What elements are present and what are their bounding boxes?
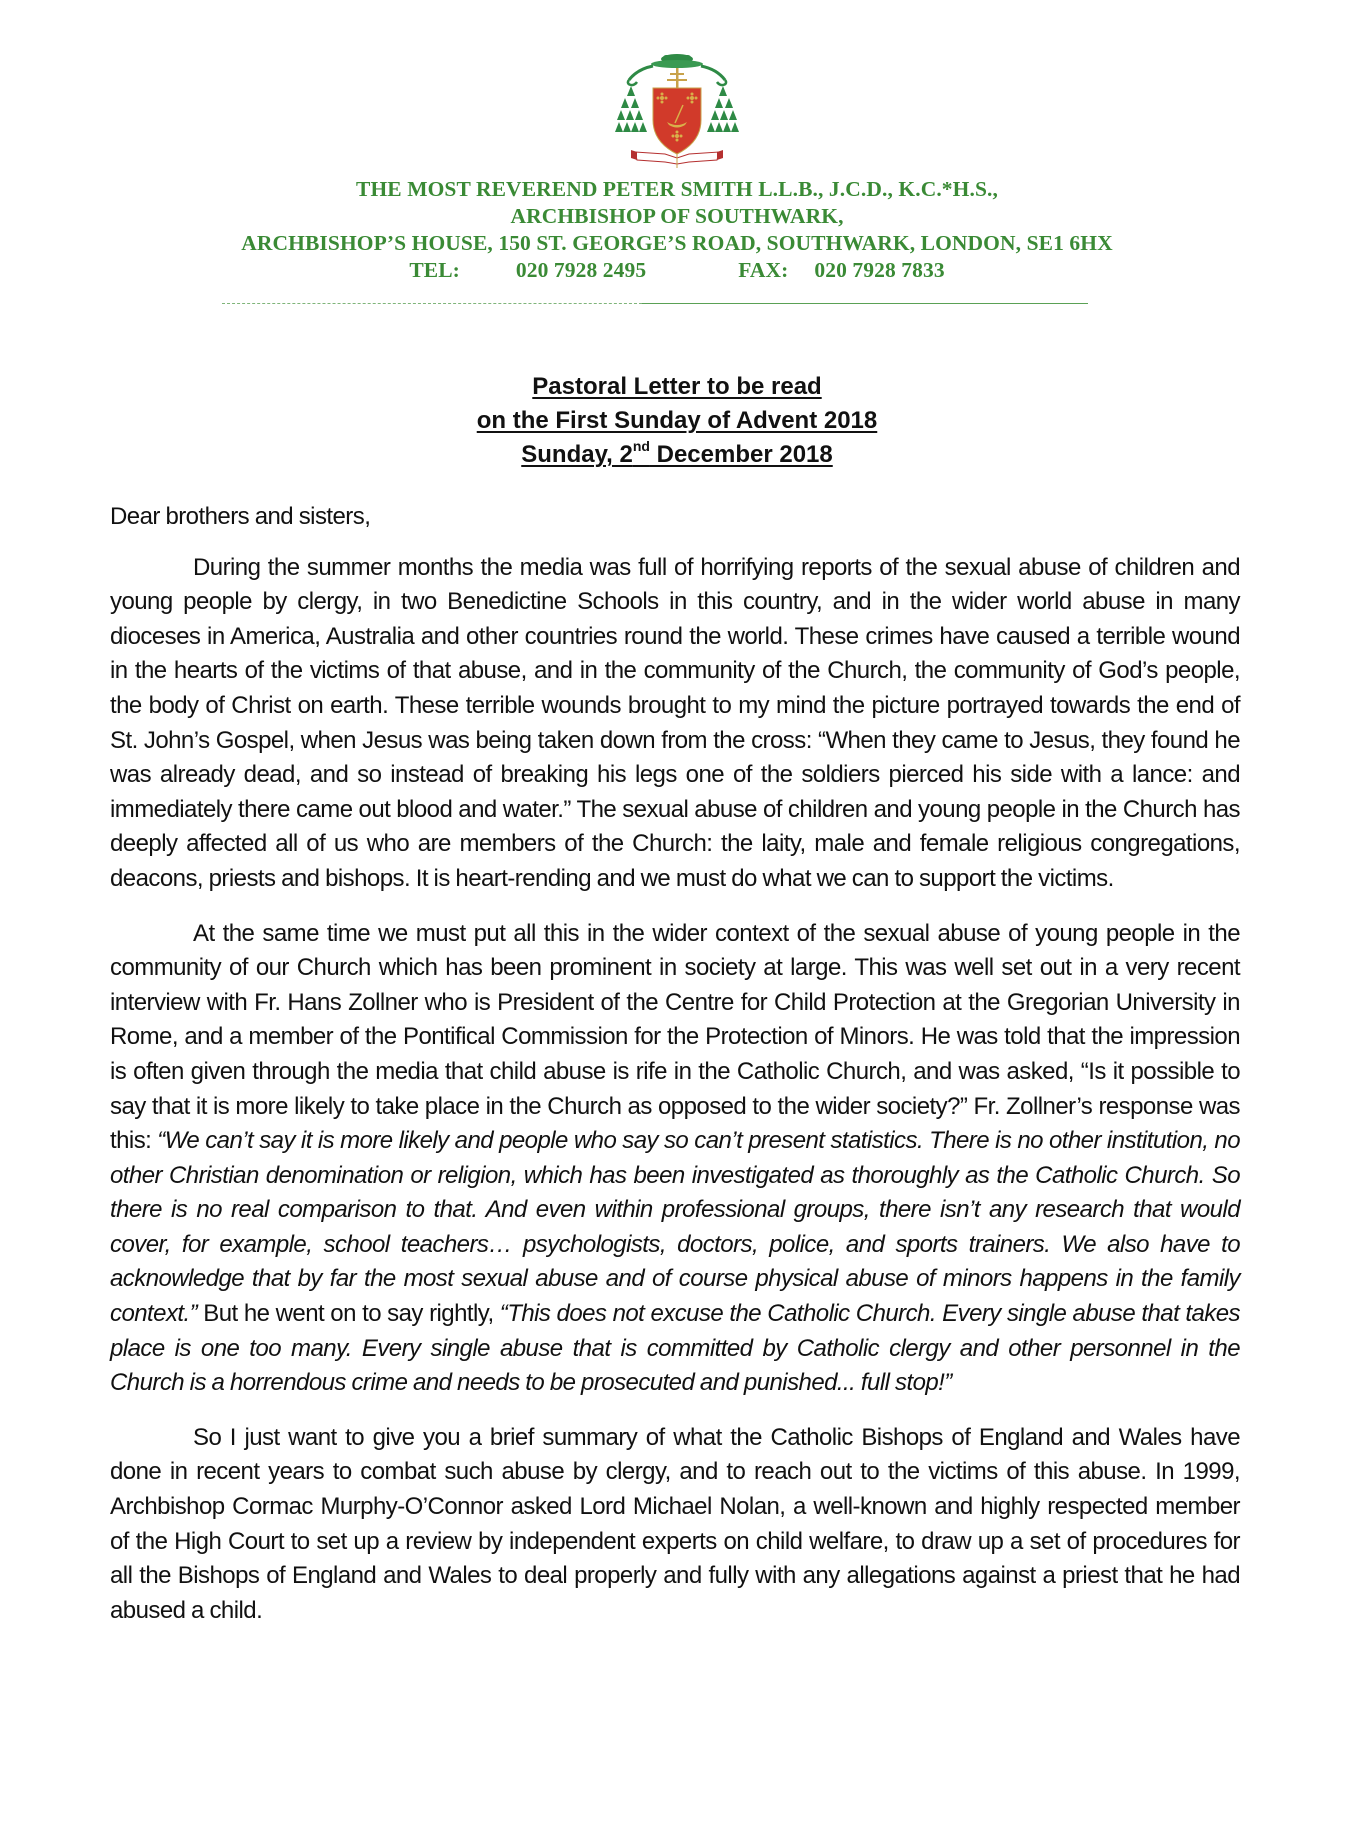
tel-number: 020 7928 2495 — [515, 258, 647, 282]
fax-number: 020 7928 7833 — [814, 258, 945, 282]
letterhead — [150, 176, 1204, 284]
sender-address-line: ARCHBISHOP’S HOUSE, 150 ST. GEORGE’S ROAD, SOUTHWARK, LONDON, SE1 6HX — [241, 231, 1113, 255]
letter-body — [110, 500, 1240, 1648]
zollner-quote-2: “This does not excuse the Catholic Church. Every single abuse that takes place is one too many. Every single abuse that is committed by Catholic clergy and other personnel in the Church is a horrendous crime and needs to be prosecuted and punished... full stop!” — [110, 1300, 1240, 1397]
title-line-2: on the First Sunday of Advent 2018 — [476, 407, 878, 434]
paragraph-3: So I just want to give you a brief summary of what the Catholic Bishops of England and Wales have done in recent years to combat such abuse by clergy, and to reach out to the victims of this abuse. In 1999, Archbishop Cormac Murphy-O’Connor asked Lord Michael Nolan, a well-known and highly respected member of the High Court to set up a review by independent experts on child welfare, to draw up a set of procedures for all the Bishops of England and Wales to deal properly and fully with any allegations against a priest that he had abused a child. — [110, 1423, 1240, 1624]
paragraph-1: During the summer months the media was full of horrifying reports of the sexual abuse of children and young people by clergy, in two Benedictine Schools in this country, and in the wider world abuse in many dioceses in America, Australia and other countries round the world. These crimes have caused a terrible wound in the hearts of the victims of that abuse, and in the community of the Church, the community of God’s people, the body of Christ on earth. These terrible wounds brought to my mind the picture portrayed towards the end of St. John’s Gospel, when Jesus was being taken down from the cross: “When they came to Jesus, they found he was already dead, and so instead of breaking his legs one of the soldiers pierced his side with a lance: and immediately there came out blood and water.” The sexual abuse of children and young people in the Church has deeply affected all of us who are members of the Church: the laity, male and female religious congregations, deacons, priests and bishops. It is heart-rending and we must do what we can to support the victims. — [110, 553, 1240, 892]
title-line-3: Sunday, 2nd December 2018 — [521, 438, 833, 468]
letterhead-divider-right — [642, 303, 1088, 304]
coat-of-arms-icon — [615, 50, 740, 170]
paragraph-2-intro: At the same time we must put all this in the wider context of the sexual abuse of young people in the community of our Church which has been prominent in society at large. This was well set out in a very recent interview with Fr. Hans Zollner who is President of the Centre for Child Protection at the Gregorian University in Rome, and a member of the Pontifical Commission for the Protection of Minors. He was told that the impression is often given through the media that child abuse is rife in the Catholic Church, and was asked, “Is it possible to say that it is more likely to take place in the Church as opposed to the wider society?” Fr. Zollner’s response was this: — [110, 919, 1240, 1155]
letter-title — [300, 370, 1054, 472]
zollner-quote-1: “We can’t say it is more likely and people who say so can’t present statistics. There is no other institution, no other Christian denomination or religion, which has been investigated as thoroughly as the Catholic Church. So there is no real comparison to that. And even within professional groups, there isn’t any research that would cover, for example, school teachers… psychologists, doctors, police, and sports trainers. We also have to acknowledge that by far the most sexual abuse and of course physical abuse of minors happens in the family context.” — [110, 1127, 1240, 1328]
fax-label: FAX: — [738, 258, 789, 282]
salutation: Dear brothers and sisters, — [110, 503, 371, 530]
sender-name-line: THE MOST REVEREND PETER SMITH L.L.B., J.C.D., K.C.*H.S., — [356, 177, 998, 201]
contact-line — [150, 257, 1204, 284]
letterhead-divider-left — [222, 303, 642, 304]
sender-title-line: ARCHBISHOP OF SOUTHWARK, — [510, 204, 844, 228]
paragraph-2-mid: But he went on to say rightly, — [197, 1300, 500, 1328]
paragraph-2 — [110, 917, 1240, 1401]
title-line-1: Pastoral Letter to be read — [532, 373, 822, 400]
tel-label: TEL: — [409, 258, 460, 282]
